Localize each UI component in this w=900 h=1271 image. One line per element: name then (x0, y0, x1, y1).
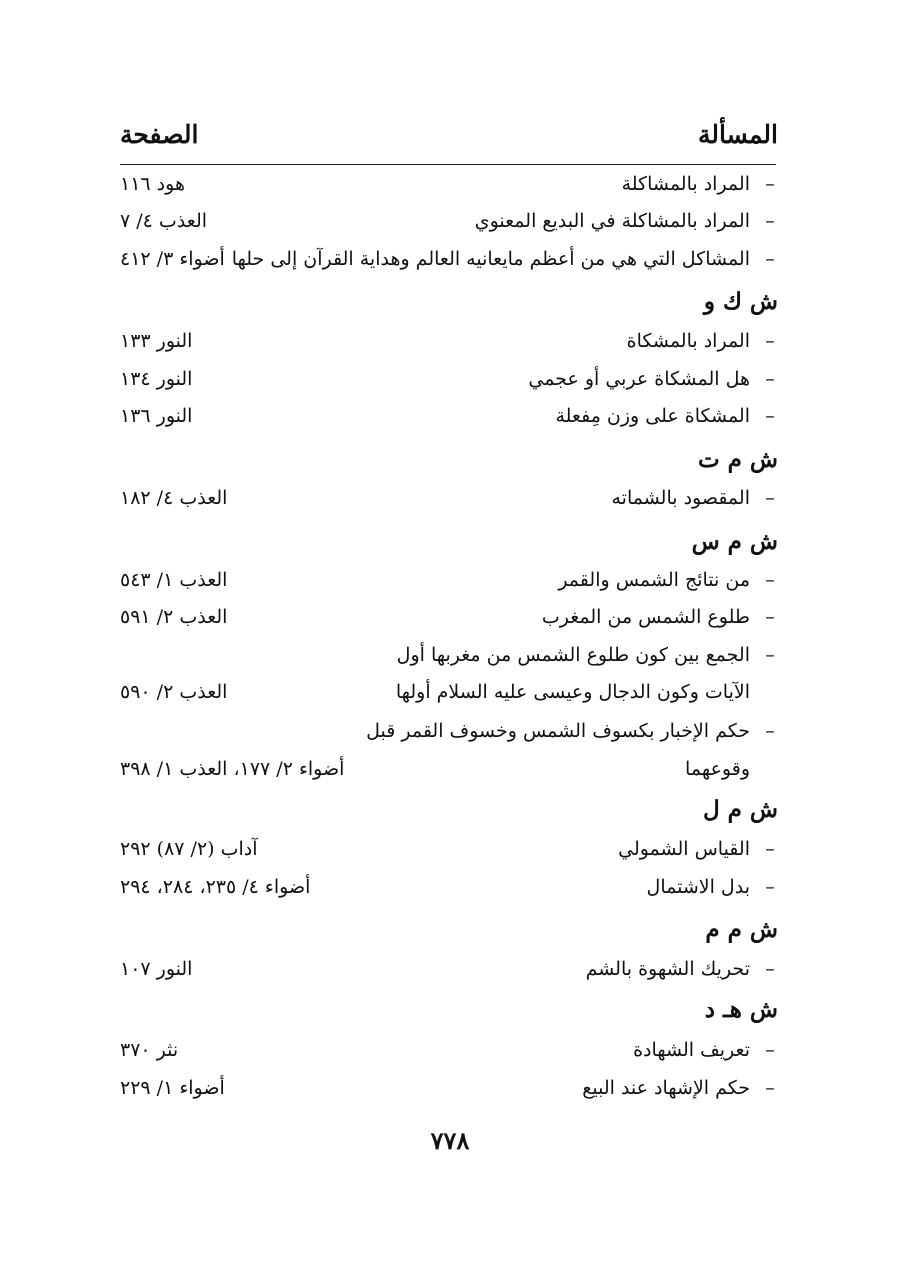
entry-dash: – (765, 569, 775, 591)
header-divider (120, 164, 776, 165)
page-number: ٧٧٨ (430, 1126, 470, 1155)
entry-text: المراد بالمشاكلة (621, 173, 750, 195)
list-item (120, 600, 778, 634)
column-title-issue: المسألة (698, 120, 778, 149)
list-item-continuation (120, 675, 778, 709)
table-header (120, 120, 778, 160)
section-heading: ش م س (691, 528, 778, 555)
entry-dash: – (765, 173, 775, 195)
entry-reference: العذب ٢/ ٥٩٠ (120, 681, 228, 703)
entry-dash: – (765, 248, 775, 270)
entry-text: المقصود بالشماته (611, 487, 750, 509)
entry-reference: النور ١٣٦ (120, 405, 193, 427)
entry-text: طلوع الشمس من المغرب (541, 606, 750, 628)
entry-dash: – (765, 720, 775, 742)
entry-text: الآيات وكون الدجال وعيسى عليه السلام أولها (395, 681, 750, 703)
entry-text: بدل الاشتمال (646, 876, 750, 898)
entry-reference: النور ١٣٤ (120, 368, 193, 390)
entry-dash: – (765, 368, 775, 390)
entry-dash: – (765, 1077, 775, 1099)
entry-text: حكم الإخبار بكسوف الشمس وخسوف القمر قبل (366, 720, 750, 742)
entry-text: تعريف الشهادة (633, 1039, 750, 1061)
entry-reference: أضواء ١/ ٢٢٩ (120, 1077, 225, 1099)
entry-dash: – (765, 330, 775, 352)
list-item-continuation (120, 752, 778, 786)
entry-reference: أضواء ٢/ ١٧٧، العذب ١/ ٣٩٨ (120, 758, 345, 780)
section-heading: ش هـ د (704, 996, 778, 1023)
column-title-page: الصفحة (120, 120, 199, 149)
entry-dash: – (765, 210, 775, 232)
list-item (120, 952, 778, 986)
entry-reference: أضواء ٣/ ٤١٢ (120, 248, 225, 270)
entry-text: المراد بالمشاكلة في البديع المعنوي (474, 210, 750, 232)
list-item (120, 1033, 778, 1067)
entry-dash: – (765, 1039, 775, 1061)
entry-dash: – (765, 876, 775, 898)
list-item (120, 362, 778, 396)
list-item (120, 1071, 778, 1105)
list-item (120, 399, 778, 433)
entry-text: المشاكل التي هي من أعظم مايعانيه العالم وهداية القرآن إلى حلها (231, 248, 750, 270)
list-item (120, 638, 778, 672)
entry-text: تحريك الشهوة بالشم (585, 958, 750, 980)
list-item (120, 481, 778, 515)
list-item (120, 832, 778, 866)
section-heading: ش م ت (698, 446, 778, 473)
section-heading: ش ك و (703, 288, 778, 315)
entry-text: القياس الشمولي (618, 838, 750, 860)
entry-text: الجمع بين كون طلوع الشمس من مغربها أول (396, 644, 750, 666)
entry-reference: العذب ١/ ٥٤٣ (120, 569, 228, 591)
entry-reference: هود ١١٦ (120, 173, 185, 195)
entry-text: وقوعهما (685, 758, 750, 780)
entry-dash: – (765, 606, 775, 628)
entry-reference: النور ١٣٣ (120, 330, 193, 352)
list-item (120, 714, 778, 748)
entry-text: المشكاة على وزن مِفعلة (555, 405, 750, 427)
list-item (120, 242, 778, 276)
entry-dash: – (765, 958, 775, 980)
entry-dash: – (765, 405, 775, 427)
entry-dash: – (765, 838, 775, 860)
entry-reference: العذب ٢/ ٥٩١ (120, 606, 228, 628)
entry-dash: – (765, 487, 775, 509)
entry-text: من نتائج الشمس والقمر (558, 569, 750, 591)
list-item (120, 563, 778, 597)
entry-dash: – (765, 644, 775, 666)
entry-reference: العذب ٤/ ١٨٢ (120, 487, 228, 509)
entry-reference: آداب (٢/ ٨٧) ٢٩٢ (120, 838, 258, 860)
entry-reference: النور ١٠٧ (120, 958, 193, 980)
list-item (120, 870, 778, 904)
entry-text: المراد بالمشكاة (626, 330, 750, 352)
list-item (120, 324, 778, 358)
entry-text: حكم الإشهاد عند البيع (582, 1077, 750, 1099)
list-item (120, 167, 778, 201)
list-item (120, 204, 778, 238)
section-heading: ش م م (705, 916, 778, 943)
entry-reference: أضواء ٤/ ٢٣٥، ٢٨٤، ٢٩٤ (120, 876, 311, 898)
section-heading: ش م ل (702, 796, 778, 823)
entry-reference: العذب ٤/ ٧ (120, 210, 208, 232)
entry-text: هل المشكاة عربي أو عجمي (528, 368, 750, 390)
entry-reference: نثر ٣٧٠ (120, 1039, 179, 1061)
